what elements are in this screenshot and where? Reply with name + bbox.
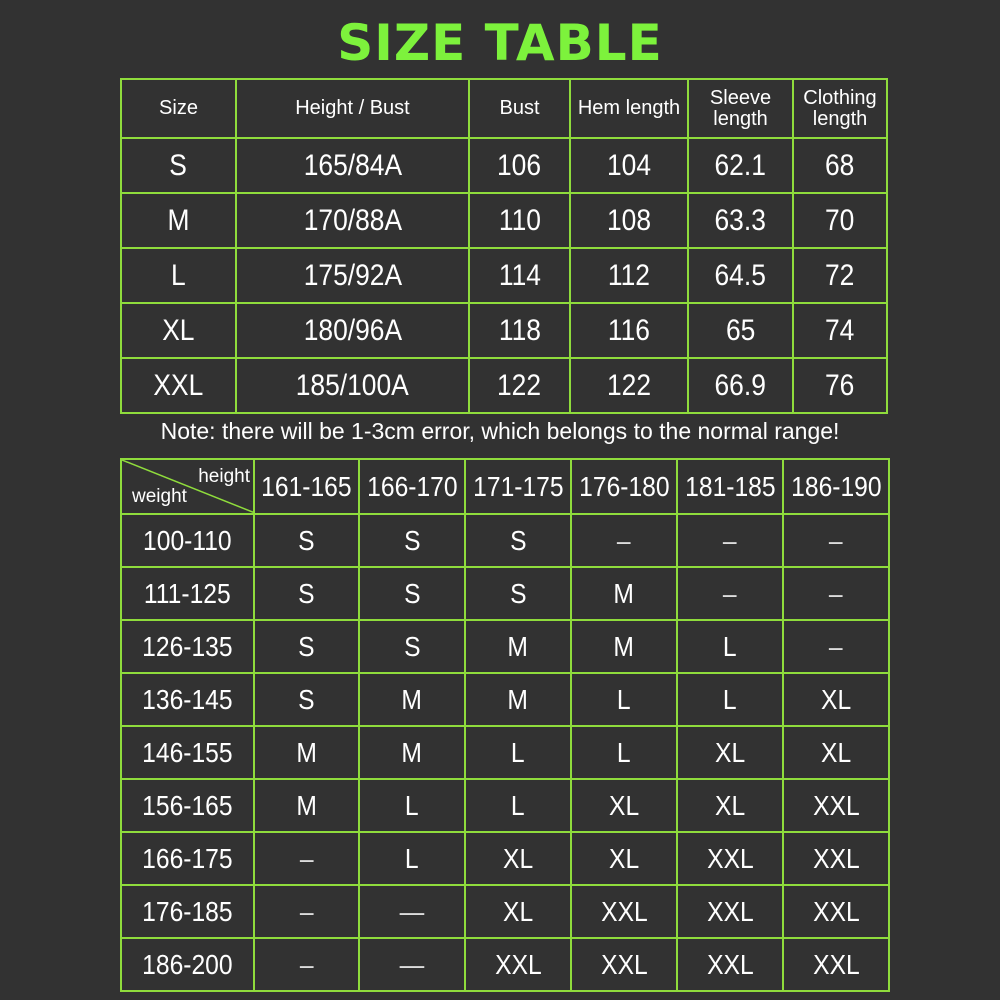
recommended-size-cell: L [677,620,783,673]
weight-range-cell: 166-175 [121,832,254,885]
measurement-cell: 122 [469,358,570,413]
fit-row [121,726,889,779]
recommended-size-cell: XL [571,779,677,832]
height-range-header: 181-185 [677,459,783,514]
measurement-cell: 68 [793,138,887,193]
recommended-size-cell: S [254,620,359,673]
measurement-cell: 116 [570,303,688,358]
weight-range-cell: 100-110 [121,514,254,567]
recommended-size-cell: S [359,514,465,567]
recommended-size-cell: M [254,779,359,832]
recommended-size-cell: XXL [571,885,677,938]
recommended-size-cell: M [359,673,465,726]
recommended-size-cell: S [359,620,465,673]
recommended-size-cell: L [465,779,571,832]
recommended-size-cell: XL [783,726,889,779]
recommended-size-cell: S [465,514,571,567]
recommended-size-cell: XXL [783,885,889,938]
measurement-cell: 185/100A [236,358,469,413]
measurement-cell: 114 [469,248,570,303]
note-text: Note: there will be 1-3cm error, which belongs to the normal range! [160,418,840,444]
recommended-size-cell: S [254,567,359,620]
measurement-cell: 122 [570,358,688,413]
recommended-size-cell: M [254,726,359,779]
recommended-size-cell: L [359,779,465,832]
fit-row [121,885,889,938]
measurement-cell: 65 [688,303,793,358]
recommended-size-cell: XXL [783,938,889,991]
fit-row [121,673,889,726]
recommended-size-cell: M [571,567,677,620]
size-row [121,248,887,303]
fit-row [121,620,889,673]
measurement-cell: 108 [570,193,688,248]
measurement-cell: 76 [793,358,887,413]
size-row [121,193,887,248]
recommended-size-cell: L [359,832,465,885]
recommended-size-cell: S [359,567,465,620]
recommended-size-cell: L [677,673,783,726]
recommended-size-cell: XL [677,726,783,779]
fit-row [121,832,889,885]
size-label-cell: S [121,138,236,193]
measurement-cell: 70 [793,193,887,248]
recommended-size-cell: XL [571,832,677,885]
fit-table-header-row [121,459,889,514]
fit-row [121,779,889,832]
size-label-cell: L [121,248,236,303]
recommended-size-cell: – [783,514,889,567]
recommended-size-cell: XXL [571,938,677,991]
measurement-cell: 62.1 [688,138,793,193]
measurement-cell: 170/88A [236,193,469,248]
fit-row [121,567,889,620]
column-header: Clothing length [793,79,887,138]
weight-range-cell: 126-135 [121,620,254,673]
measurement-cell: 63.3 [688,193,793,248]
measurement-cell: 104 [570,138,688,193]
measurement-cell: 72 [793,248,887,303]
measurement-cell: 74 [793,303,887,358]
recommended-size-cell: XL [677,779,783,832]
recommended-size-cell: – [254,938,359,991]
recommended-size-cell: XXL [677,938,783,991]
measurement-cell: 106 [469,138,570,193]
column-header: Hem length [570,79,688,138]
size-row [121,138,887,193]
weight-range-cell: 111-125 [121,567,254,620]
height-range-header: 171-175 [465,459,571,514]
recommended-size-cell: S [254,514,359,567]
measurement-cell: 175/92A [236,248,469,303]
recommended-size-cell: S [465,567,571,620]
size-label-cell: M [121,193,236,248]
recommended-size-cell: XL [465,832,571,885]
recommended-size-cell: L [465,726,571,779]
fit-table [120,458,890,992]
weight-range-cell: 146-155 [121,726,254,779]
measurement-cell: 110 [469,193,570,248]
height-range-header: 176-180 [571,459,677,514]
measurement-cell: 66.9 [688,358,793,413]
recommended-size-cell: XL [783,673,889,726]
page-title: SIZE TABLE [337,14,663,72]
recommended-size-cell: M [465,673,571,726]
fit-row [121,938,889,991]
recommended-size-cell: – [254,832,359,885]
recommended-size-cell: – [783,567,889,620]
corner-cell [121,459,254,514]
recommended-size-cell: XXL [783,779,889,832]
recommended-size-cell: — [359,938,465,991]
height-range-header: 186-190 [783,459,889,514]
recommended-size-cell: – [783,620,889,673]
recommended-size-cell: — [359,885,465,938]
recommended-size-cell: – [571,514,677,567]
weight-axis-label: weight [132,486,187,507]
column-header: Bust [469,79,570,138]
weight-range-cell: 156-165 [121,779,254,832]
recommended-size-cell: XXL [465,938,571,991]
measurement-cell: 64.5 [688,248,793,303]
recommended-size-cell: M [359,726,465,779]
column-header: Size [121,79,236,138]
weight-range-cell: 186-200 [121,938,254,991]
size-row [121,303,887,358]
recommended-size-cell: XXL [783,832,889,885]
size-row [121,358,887,413]
size-label-cell: XL [121,303,236,358]
column-header: Height / Bust [236,79,469,138]
height-range-header: 166-170 [359,459,465,514]
size-table [120,78,888,414]
recommended-size-cell: L [571,726,677,779]
recommended-size-cell: – [677,514,783,567]
measurement-cell: 112 [570,248,688,303]
recommended-size-cell: M [465,620,571,673]
recommended-size-cell: L [571,673,677,726]
recommended-size-cell: XXL [677,885,783,938]
weight-range-cell: 136-145 [121,673,254,726]
size-table-header-row [121,79,887,138]
size-label-cell: XXL [121,358,236,413]
recommended-size-cell: XXL [677,832,783,885]
recommended-size-cell: XL [465,885,571,938]
recommended-size-cell: M [571,620,677,673]
column-header: Sleeve length [688,79,793,138]
weight-range-cell: 176-185 [121,885,254,938]
recommended-size-cell: – [677,567,783,620]
recommended-size-cell: – [254,885,359,938]
height-axis-label: height [198,466,250,487]
measurement-cell: 165/84A [236,138,469,193]
measurement-cell: 180/96A [236,303,469,358]
recommended-size-cell: S [254,673,359,726]
fit-row [121,514,889,567]
height-range-header: 161-165 [254,459,359,514]
measurement-cell: 118 [469,303,570,358]
